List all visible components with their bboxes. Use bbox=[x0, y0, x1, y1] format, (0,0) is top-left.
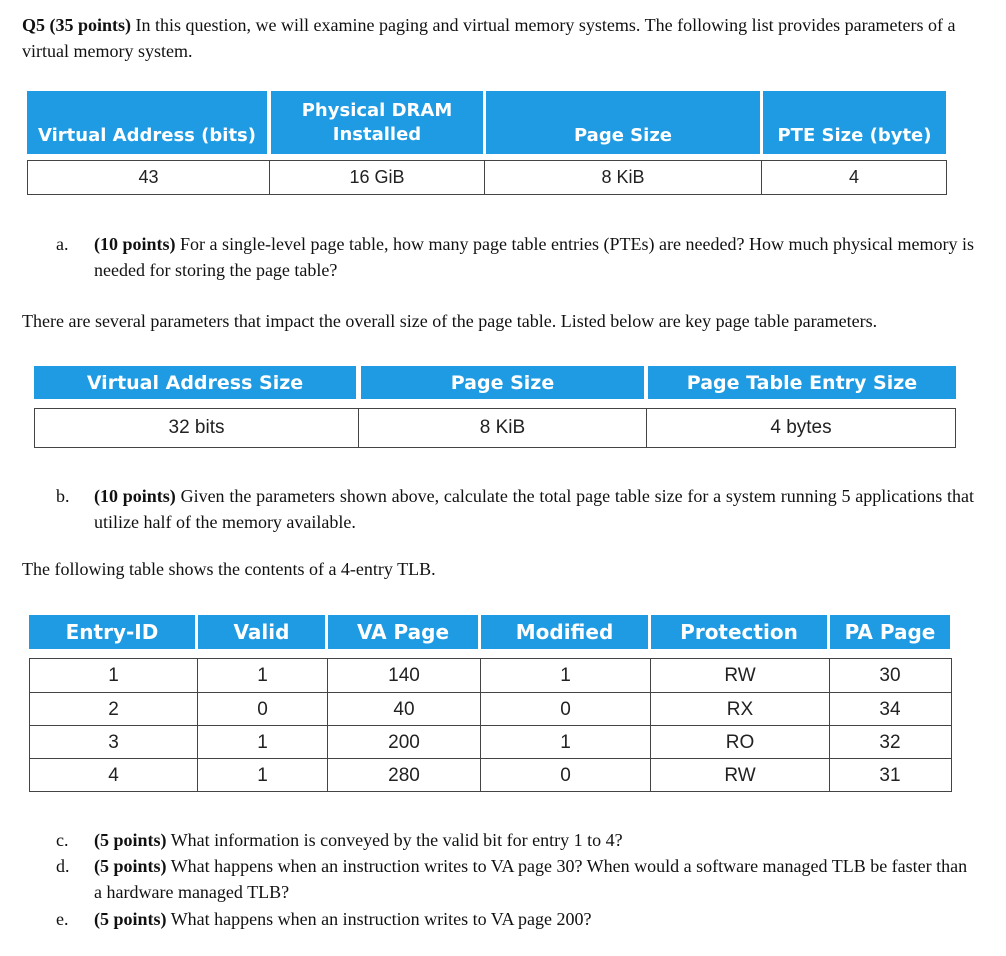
table1-header-physical-dram: Physical DRAM Installed bbox=[271, 91, 483, 154]
tlb-cell-pa-page: 31 bbox=[829, 759, 950, 792]
question-c-letter: c. bbox=[56, 830, 69, 850]
question-b-text: Given the parameters shown above, calculate the total page table size for a system running 5 applications that utilize half of the memory available. bbox=[94, 486, 975, 532]
paragraph-tlb-intro: The following table shows the contents of a 4-entry TLB. bbox=[22, 559, 436, 579]
tlb-cell-entry-id: 4 bbox=[108, 764, 119, 786]
tlb-body bbox=[29, 658, 952, 792]
tlb-cell-valid: 1 bbox=[197, 759, 327, 792]
tlb-header-pa-page: PA Page bbox=[830, 615, 950, 649]
question-d-text: What happens when an instruction writes to VA page 30? When would a software managed TLB be faster than a hardware managed TLB? bbox=[94, 856, 968, 902]
tlb-cell-va-page: 40 bbox=[327, 693, 480, 726]
tlb-cell-modified: 0 bbox=[480, 759, 650, 792]
tlb-cell-va-page: 200 bbox=[327, 726, 480, 759]
tlb-cell-pa-page: 32 bbox=[829, 726, 950, 759]
tlb-cell-protection: RO bbox=[650, 726, 829, 759]
table2-header-pte-size: Page Table Entry Size bbox=[648, 366, 956, 399]
table2-value-virtual-address-size: 32 bits bbox=[34, 408, 359, 448]
question-e-text: What happens when an instruction writes to VA page 200? bbox=[166, 909, 592, 929]
table2-value-page-size: 8 KiB bbox=[358, 408, 647, 448]
table1-value-virtual-address: 43 bbox=[27, 160, 270, 195]
tlb-cell-pa-page: 34 bbox=[829, 693, 950, 726]
tlb-cell-valid: 1 bbox=[197, 726, 327, 759]
question-b bbox=[94, 483, 974, 535]
question-a bbox=[94, 231, 974, 283]
table2-header-virtual-address-size: Virtual Address Size bbox=[34, 366, 356, 399]
question-c-points: (5 points) bbox=[94, 830, 167, 850]
tlb-cell-entry-id: 3 bbox=[108, 731, 119, 753]
table1-value-pte-size: 4 bbox=[761, 160, 947, 195]
tlb-header-valid: Valid bbox=[198, 615, 325, 649]
tlb-header-entry-id: Entry-ID bbox=[29, 615, 195, 649]
tlb-header-modified: Modified bbox=[481, 615, 648, 649]
tlb-cell-protection: RW bbox=[650, 759, 829, 792]
tlb-cell-valid: 1 bbox=[197, 659, 327, 692]
tlb-cell-protection: RW bbox=[650, 659, 829, 692]
table2-header-page-size: Page Size bbox=[361, 366, 644, 399]
table1-value-page-size: 8 KiB bbox=[484, 160, 762, 195]
question-e bbox=[94, 906, 974, 932]
tlb-row bbox=[30, 758, 951, 792]
question-c-text: What information is conveyed by the valid bit for entry 1 to 4? bbox=[166, 830, 623, 850]
question-d-letter: d. bbox=[56, 856, 70, 876]
question-a-text: For a single-level page table, how many page table entries (PTEs) are needed? How much physical memory is needed for storing the page table? bbox=[94, 234, 974, 280]
tlb-cell-modified: 1 bbox=[480, 659, 650, 692]
tlb-row bbox=[30, 692, 951, 726]
question-b-points: (10 points) bbox=[94, 486, 176, 506]
table1-header-page-size: Page Size bbox=[486, 91, 760, 154]
paragraph-page-table-parameters: There are several parameters that impact the overall size of the page table. Listed below are key page table parameters. bbox=[22, 311, 878, 331]
question-d bbox=[94, 853, 974, 905]
tlb-cell-modified: 0 bbox=[480, 693, 650, 726]
table1-value-physical-dram: 16 GiB bbox=[269, 160, 485, 195]
table1-header-pte-size: PTE Size (byte) bbox=[763, 91, 946, 154]
tlb-header-va-page: VA Page bbox=[328, 615, 478, 649]
question-e-points: (5 points) bbox=[94, 909, 167, 929]
question-a-points: (10 points) bbox=[94, 234, 176, 254]
tlb-cell-entry-id: 1 bbox=[108, 664, 119, 686]
question-b-letter: b. bbox=[56, 486, 70, 506]
question-a-letter: a. bbox=[56, 234, 69, 254]
tlb-header-protection: Protection bbox=[651, 615, 827, 649]
tlb-cell-va-page: 140 bbox=[327, 659, 480, 692]
tlb-cell-pa-page: 30 bbox=[829, 659, 950, 692]
question-intro-text: In this question, we will examine paging and virtual memory systems. The following list provides parameters of a virtual memory system. bbox=[22, 15, 956, 61]
question-c bbox=[94, 827, 974, 853]
tlb-cell-modified: 1 bbox=[480, 726, 650, 759]
tlb-cell-entry-id: 2 bbox=[108, 698, 119, 720]
question-intro bbox=[22, 12, 977, 64]
question-e-letter: e. bbox=[56, 909, 69, 929]
table2-value-pte-size: 4 bytes bbox=[646, 408, 956, 448]
tlb-cell-valid: 0 bbox=[197, 693, 327, 726]
tlb-cell-protection: RX bbox=[650, 693, 829, 726]
tlb-cell-va-page: 280 bbox=[327, 759, 480, 792]
tlb-row bbox=[30, 725, 951, 759]
question-label: Q5 (35 points) bbox=[22, 15, 132, 35]
table1-header-virtual-address: Virtual Address (bits) bbox=[27, 91, 267, 154]
question-d-points: (5 points) bbox=[94, 856, 167, 876]
tlb-row bbox=[30, 659, 951, 692]
